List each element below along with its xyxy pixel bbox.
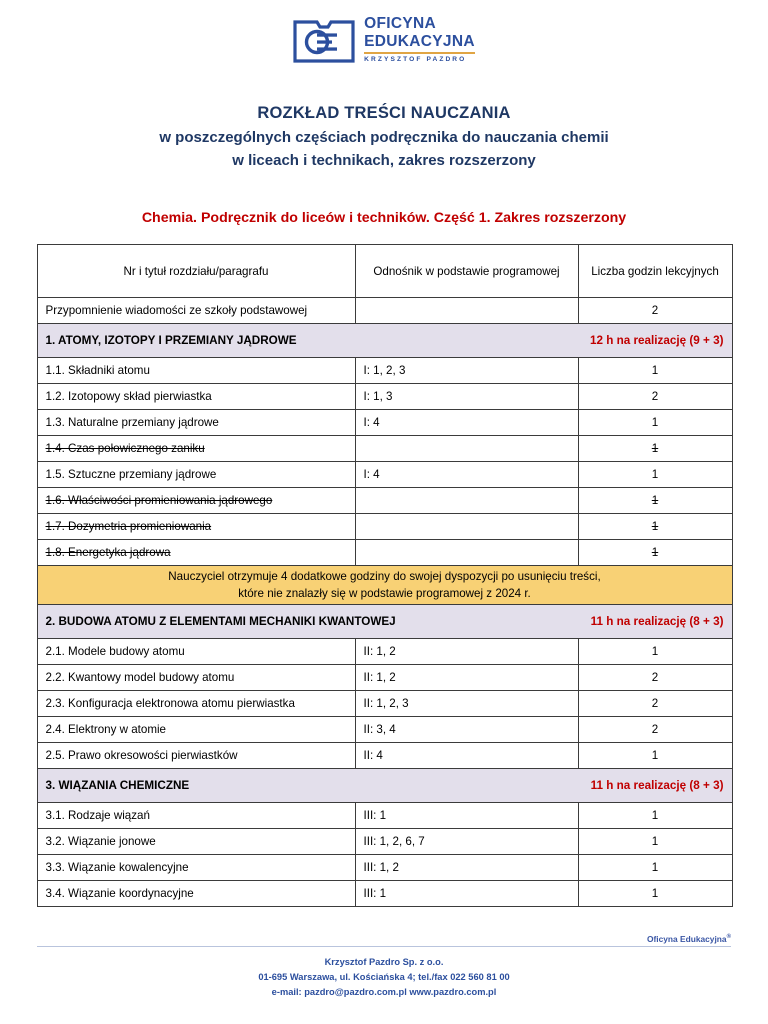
row-hours: 1 xyxy=(578,358,732,384)
table-row xyxy=(37,803,732,829)
table-row xyxy=(37,540,732,566)
row-chapter-title: 1.2. Izotopowy skład pierwiastka xyxy=(37,384,355,410)
row-hours: 1 xyxy=(578,514,732,540)
table-row xyxy=(37,488,732,514)
note-line-1: Nauczyciel otrzymuje 4 dodatkowe godziny do swojej dyspozycji po usunięciu treści, xyxy=(168,570,601,584)
row-reference: II: 4 xyxy=(355,743,578,769)
row-hours: 1 xyxy=(578,410,732,436)
row-hours: 1 xyxy=(578,803,732,829)
section-header-row xyxy=(37,324,732,358)
row-chapter-title: 2.4. Elektrony w atomie xyxy=(37,717,355,743)
section-title: 2. BUDOWA ATOMU Z ELEMENTAMI MECHANIKI KWANTOWEJ xyxy=(45,615,396,629)
row-chapter-title: 2.2. Kwantowy model budowy atomu xyxy=(37,665,355,691)
row-hours: 1 xyxy=(578,462,732,488)
row-reference: III: 1 xyxy=(355,881,578,907)
section-title: 1. ATOMY, IZOTOPY I PRZEMIANY JĄDROWE xyxy=(45,334,297,348)
row-hours: 2 xyxy=(578,691,732,717)
section-header-row xyxy=(37,769,732,803)
note-cell xyxy=(37,566,732,605)
row-hours: 1 xyxy=(578,639,732,665)
logo-line-2: EDUKACYJNA xyxy=(364,32,475,50)
curriculum-table xyxy=(37,244,733,907)
page-subtitle-line-2: w liceach i technikach, zakres rozszerzony xyxy=(232,152,536,170)
table-row xyxy=(37,358,732,384)
row-hours: 1 xyxy=(578,829,732,855)
row-reference: III: 1, 2, 6, 7 xyxy=(355,829,578,855)
section-hours-note: 11 h na realizację (8 + 3) xyxy=(590,779,724,793)
row-hours: 2 xyxy=(578,717,732,743)
column-header-hours: Liczba godzin lekcyjnych xyxy=(578,245,732,298)
section-header-cell xyxy=(37,324,732,358)
table-row xyxy=(37,384,732,410)
table-row xyxy=(37,881,732,907)
table-header-row xyxy=(37,245,732,298)
table-row xyxy=(37,639,732,665)
table-row xyxy=(37,436,732,462)
row-chapter-title: 1.7. Dozymetria promieniowania xyxy=(37,514,355,540)
row-chapter-title: 1.4. Czas połowicznego zaniku xyxy=(37,436,355,462)
row-reference: II: 3, 4 xyxy=(355,717,578,743)
row-chapter-title: 1.6. Właściwości promieniowania jądrowego xyxy=(37,488,355,514)
row-reference: III: 1 xyxy=(355,803,578,829)
footer-brand xyxy=(0,934,768,944)
registered-mark-icon: ® xyxy=(726,934,731,941)
table-row xyxy=(37,743,732,769)
footer-brand-name: Oficyna Edukacyjna xyxy=(646,933,727,944)
row-chapter-title: 1.1. Składniki atomu xyxy=(37,358,355,384)
footer-company: Krzysztof Pazdro Sp. z o.o. xyxy=(324,956,444,967)
row-chapter-title: 1.8. Energetyka jądrowa xyxy=(37,540,355,566)
table-row xyxy=(37,717,732,743)
section-header-cell xyxy=(37,769,732,803)
row-hours: 1 xyxy=(578,540,732,566)
recall-row-reference xyxy=(355,298,578,324)
row-reference: III: 1, 2 xyxy=(355,855,578,881)
row-chapter-title: 3.4. Wiązanie koordynacyjne xyxy=(37,881,355,907)
table-row xyxy=(37,514,732,540)
page-title-block xyxy=(0,102,768,172)
row-hours: 2 xyxy=(578,665,732,691)
row-chapter-title: 2.5. Prawo okresowości pierwiastków xyxy=(37,743,355,769)
logo-line-3: KRZYSZTOF PAZDRO xyxy=(364,56,467,63)
table-row xyxy=(37,665,732,691)
recall-row-title: Przypomnienie wiadomości ze szkoły podstawowej xyxy=(37,298,355,324)
footer-contact xyxy=(0,955,768,1000)
footer-address: 01-695 Warszawa, ul. Kościańska 4; tel./fax 022 560 81 00 xyxy=(258,971,510,982)
page-title: ROZKŁAD TREŚCI NAUCZANIA xyxy=(257,104,511,122)
row-chapter-title: 1.5. Sztuczne przemiany jądrowe xyxy=(37,462,355,488)
book-title: Chemia. Podręcznik do liceów i techników. Część 1. Zakres rozszerzony xyxy=(141,210,627,227)
row-hours: 1 xyxy=(578,881,732,907)
row-hours: 1 xyxy=(578,436,732,462)
row-chapter-title: 2.3. Konfiguracja elektronowa atomu pierwiastka xyxy=(37,691,355,717)
row-reference xyxy=(355,488,578,514)
recall-row-hours: 2 xyxy=(578,298,732,324)
row-hours: 1 xyxy=(578,743,732,769)
note-line-2: które nie znalazły się w podstawie programowej z 2024 r. xyxy=(238,587,531,601)
logo-wordmark xyxy=(364,16,475,63)
row-hours: 1 xyxy=(578,488,732,514)
row-reference: II: 1, 2, 3 xyxy=(355,691,578,717)
table-row xyxy=(37,298,732,324)
table-row xyxy=(37,855,732,881)
section-header-row xyxy=(37,605,732,639)
row-reference: I: 1, 2, 3 xyxy=(355,358,578,384)
row-reference: I: 1, 3 xyxy=(355,384,578,410)
row-chapter-title: 2.1. Modele budowy atomu xyxy=(37,639,355,665)
row-hours: 2 xyxy=(578,384,732,410)
table-row xyxy=(37,691,732,717)
footer-divider xyxy=(37,946,731,947)
section-title: 3. WIĄZANIA CHEMICZNE xyxy=(45,779,190,793)
row-reference: II: 1, 2 xyxy=(355,665,578,691)
footer-email-web: e-mail: pazdro@pazdro.com.pl www.pazdro.com.pl xyxy=(271,986,497,997)
logo-divider xyxy=(364,52,475,54)
table-row xyxy=(37,462,732,488)
page-subtitle-line-1: w poszczególnych częściach podręcznika do nauczania chemii xyxy=(159,128,609,146)
logo-header xyxy=(0,0,768,62)
row-reference xyxy=(355,436,578,462)
table-row xyxy=(37,829,732,855)
curriculum-table-wrap xyxy=(37,244,732,907)
page-footer xyxy=(0,934,768,1000)
row-reference: II: 1, 2 xyxy=(355,639,578,665)
note-row xyxy=(37,566,732,605)
logo-line-1: OFICYNA xyxy=(364,15,437,33)
row-chapter-title: 3.2. Wiązanie jonowe xyxy=(37,829,355,855)
table-row xyxy=(37,410,732,436)
row-chapter-title: 1.3. Naturalne przemiany jądrowe xyxy=(37,410,355,436)
column-header-chapter: Nr i tytuł rozdziału/paragrafu xyxy=(37,245,355,298)
row-chapter-title: 3.1. Rodzaje wiązań xyxy=(37,803,355,829)
section-hours-note: 12 h na realizację (9 + 3) xyxy=(589,334,724,348)
row-reference: I: 4 xyxy=(355,462,578,488)
section-header-cell xyxy=(37,605,732,639)
row-reference xyxy=(355,514,578,540)
column-header-reference: Odnośnik w podstawie programowej xyxy=(355,245,578,298)
publisher-logo xyxy=(293,16,475,63)
row-reference: I: 4 xyxy=(355,410,578,436)
row-chapter-title: 3.3. Wiązanie kowalencyjne xyxy=(37,855,355,881)
curriculum-table-body xyxy=(37,298,732,907)
section-hours-note: 11 h na realizację (8 + 3) xyxy=(590,615,724,629)
row-hours: 1 xyxy=(578,855,732,881)
oe-monogram-icon xyxy=(293,18,355,63)
row-reference xyxy=(355,540,578,566)
